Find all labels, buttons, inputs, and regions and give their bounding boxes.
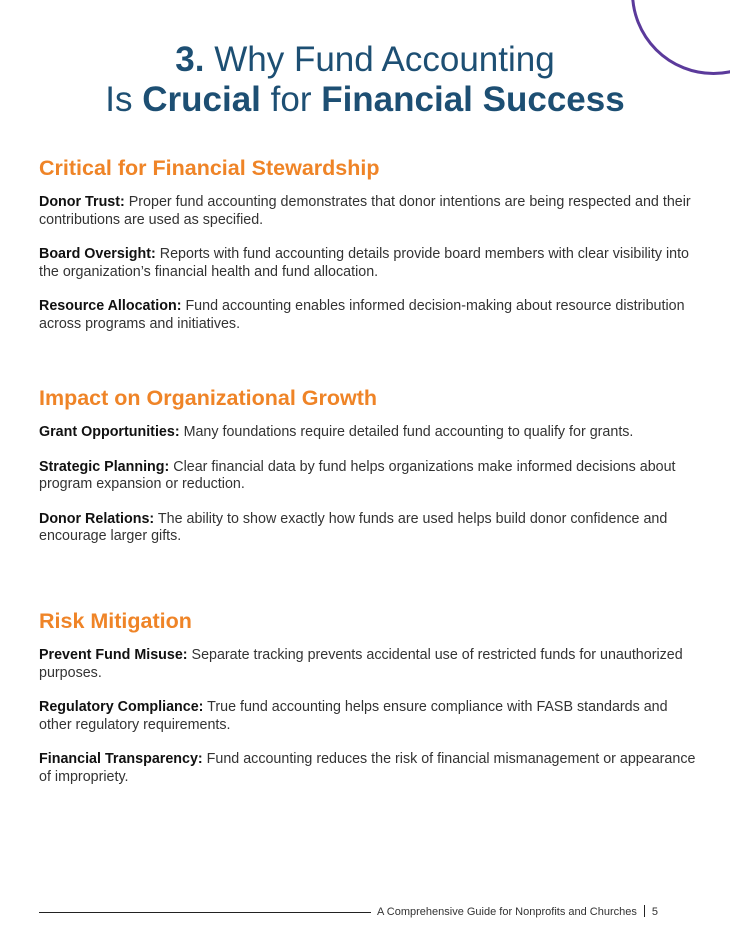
paragraph-donor-relations: Donor Relations: The ability to show exactly how funds are used helps build donor confidence and encourage larger gifts. <box>39 510 668 544</box>
paragraph-donor-trust: Donor Trust: Proper fund accounting demonstrates that donor intentions are being respected and their contributions are used as specified. <box>39 194 691 228</box>
footer-guide-title: A Comprehensive Guide for Nonprofits and Churches <box>377 906 637 918</box>
footer <box>377 905 658 919</box>
section-heading: Impact on Organizational Growth <box>39 386 378 410</box>
footer-separator <box>644 905 645 917</box>
section-heading: Risk Mitigation <box>39 609 192 633</box>
page-number: 5 <box>651 906 658 918</box>
title-line-2: Is Crucial for Financial Success <box>105 80 625 119</box>
page-title <box>0 40 730 120</box>
footer-divider <box>39 912 371 913</box>
paragraph-resource-allocation: Resource Allocation: Fund accounting enables informed decision-making about resource distribution across programs and initiatives. <box>39 298 685 332</box>
section-risk-mitigation <box>39 609 699 803</box>
section-organizational-growth <box>39 386 699 563</box>
paragraph-financial-transparency: Financial Transparency: Fund accounting reduces the risk of financial mismanagement or appearance of impropriety. <box>39 751 696 785</box>
paragraph-strategic-planning: Strategic Planning: Clear financial data by fund helps organizations make informed decisions about program expansion or reduction. <box>39 458 676 492</box>
paragraph-prevent-fund-misuse: Prevent Fund Misuse: Separate tracking prevents accidental use of restricted funds for unauthorized purposes. <box>39 647 683 681</box>
section-financial-stewardship <box>39 156 699 350</box>
paragraph-grant-opportunities: Grant Opportunities: Many foundations require detailed fund accounting to qualify for grants. <box>39 424 634 440</box>
title-line-1: 3. Why Fund Accounting <box>175 40 555 79</box>
paragraph-regulatory-compliance: Regulatory Compliance: True fund accounting helps ensure compliance with FASB standards and other regulatory requirements. <box>39 699 668 733</box>
paragraph-board-oversight: Board Oversight: Reports with fund accounting details provide board members with clear visibility into the organization’s financial health and fund allocation. <box>39 246 689 280</box>
section-heading: Critical for Financial Stewardship <box>39 156 380 180</box>
section-number: 3. <box>175 40 205 79</box>
